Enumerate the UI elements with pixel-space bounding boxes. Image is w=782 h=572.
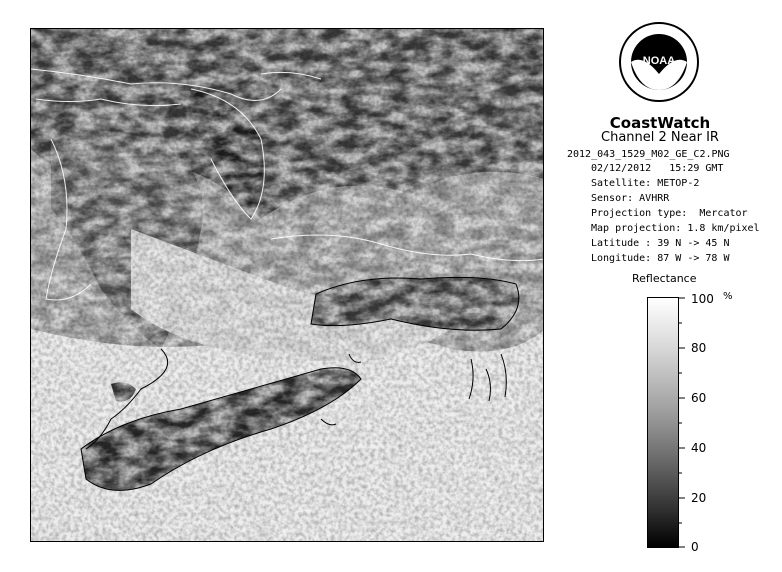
satellite-image [30,28,544,542]
tick-100: 100 [691,292,714,306]
product-title: CoastWatch [609,114,711,132]
map-projection-label: Map projection: 1.8 km/pixel [591,223,760,234]
longitude-label: Longitude: 87 W -> 78 W [591,253,730,264]
sensor-label: Sensor: AVHRR [591,193,670,204]
map-canvas [31,29,544,542]
colorbar-unit: % [723,291,733,302]
colorbar-title: Reflectance [632,272,697,285]
colorbar-ticks [679,292,739,554]
colorbar-tick-marks [679,297,689,552]
reflectance-colorbar [647,297,679,548]
projection-type-label: Projection type: Mercator [591,208,748,219]
tick-60: 60 [691,391,707,405]
latitude-label: Latitude : 39 N -> 45 N [591,238,730,249]
filename: 2012_043_1529_M02_GE_C2.PNG [567,149,730,160]
datetime: 02/12/2012 15:29 GMT [591,163,724,174]
tick-80: 80 [691,341,707,355]
tick-0: 0 [691,540,699,554]
noaa-logo [618,14,700,110]
channel-subtitle: Channel 2 Near IR [601,130,719,145]
tick-40: 40 [691,441,707,455]
svg-text:NOAA: NOAA [642,55,676,67]
satellite-label: Satellite: METOP-2 [591,178,700,189]
tick-20: 20 [691,491,707,505]
